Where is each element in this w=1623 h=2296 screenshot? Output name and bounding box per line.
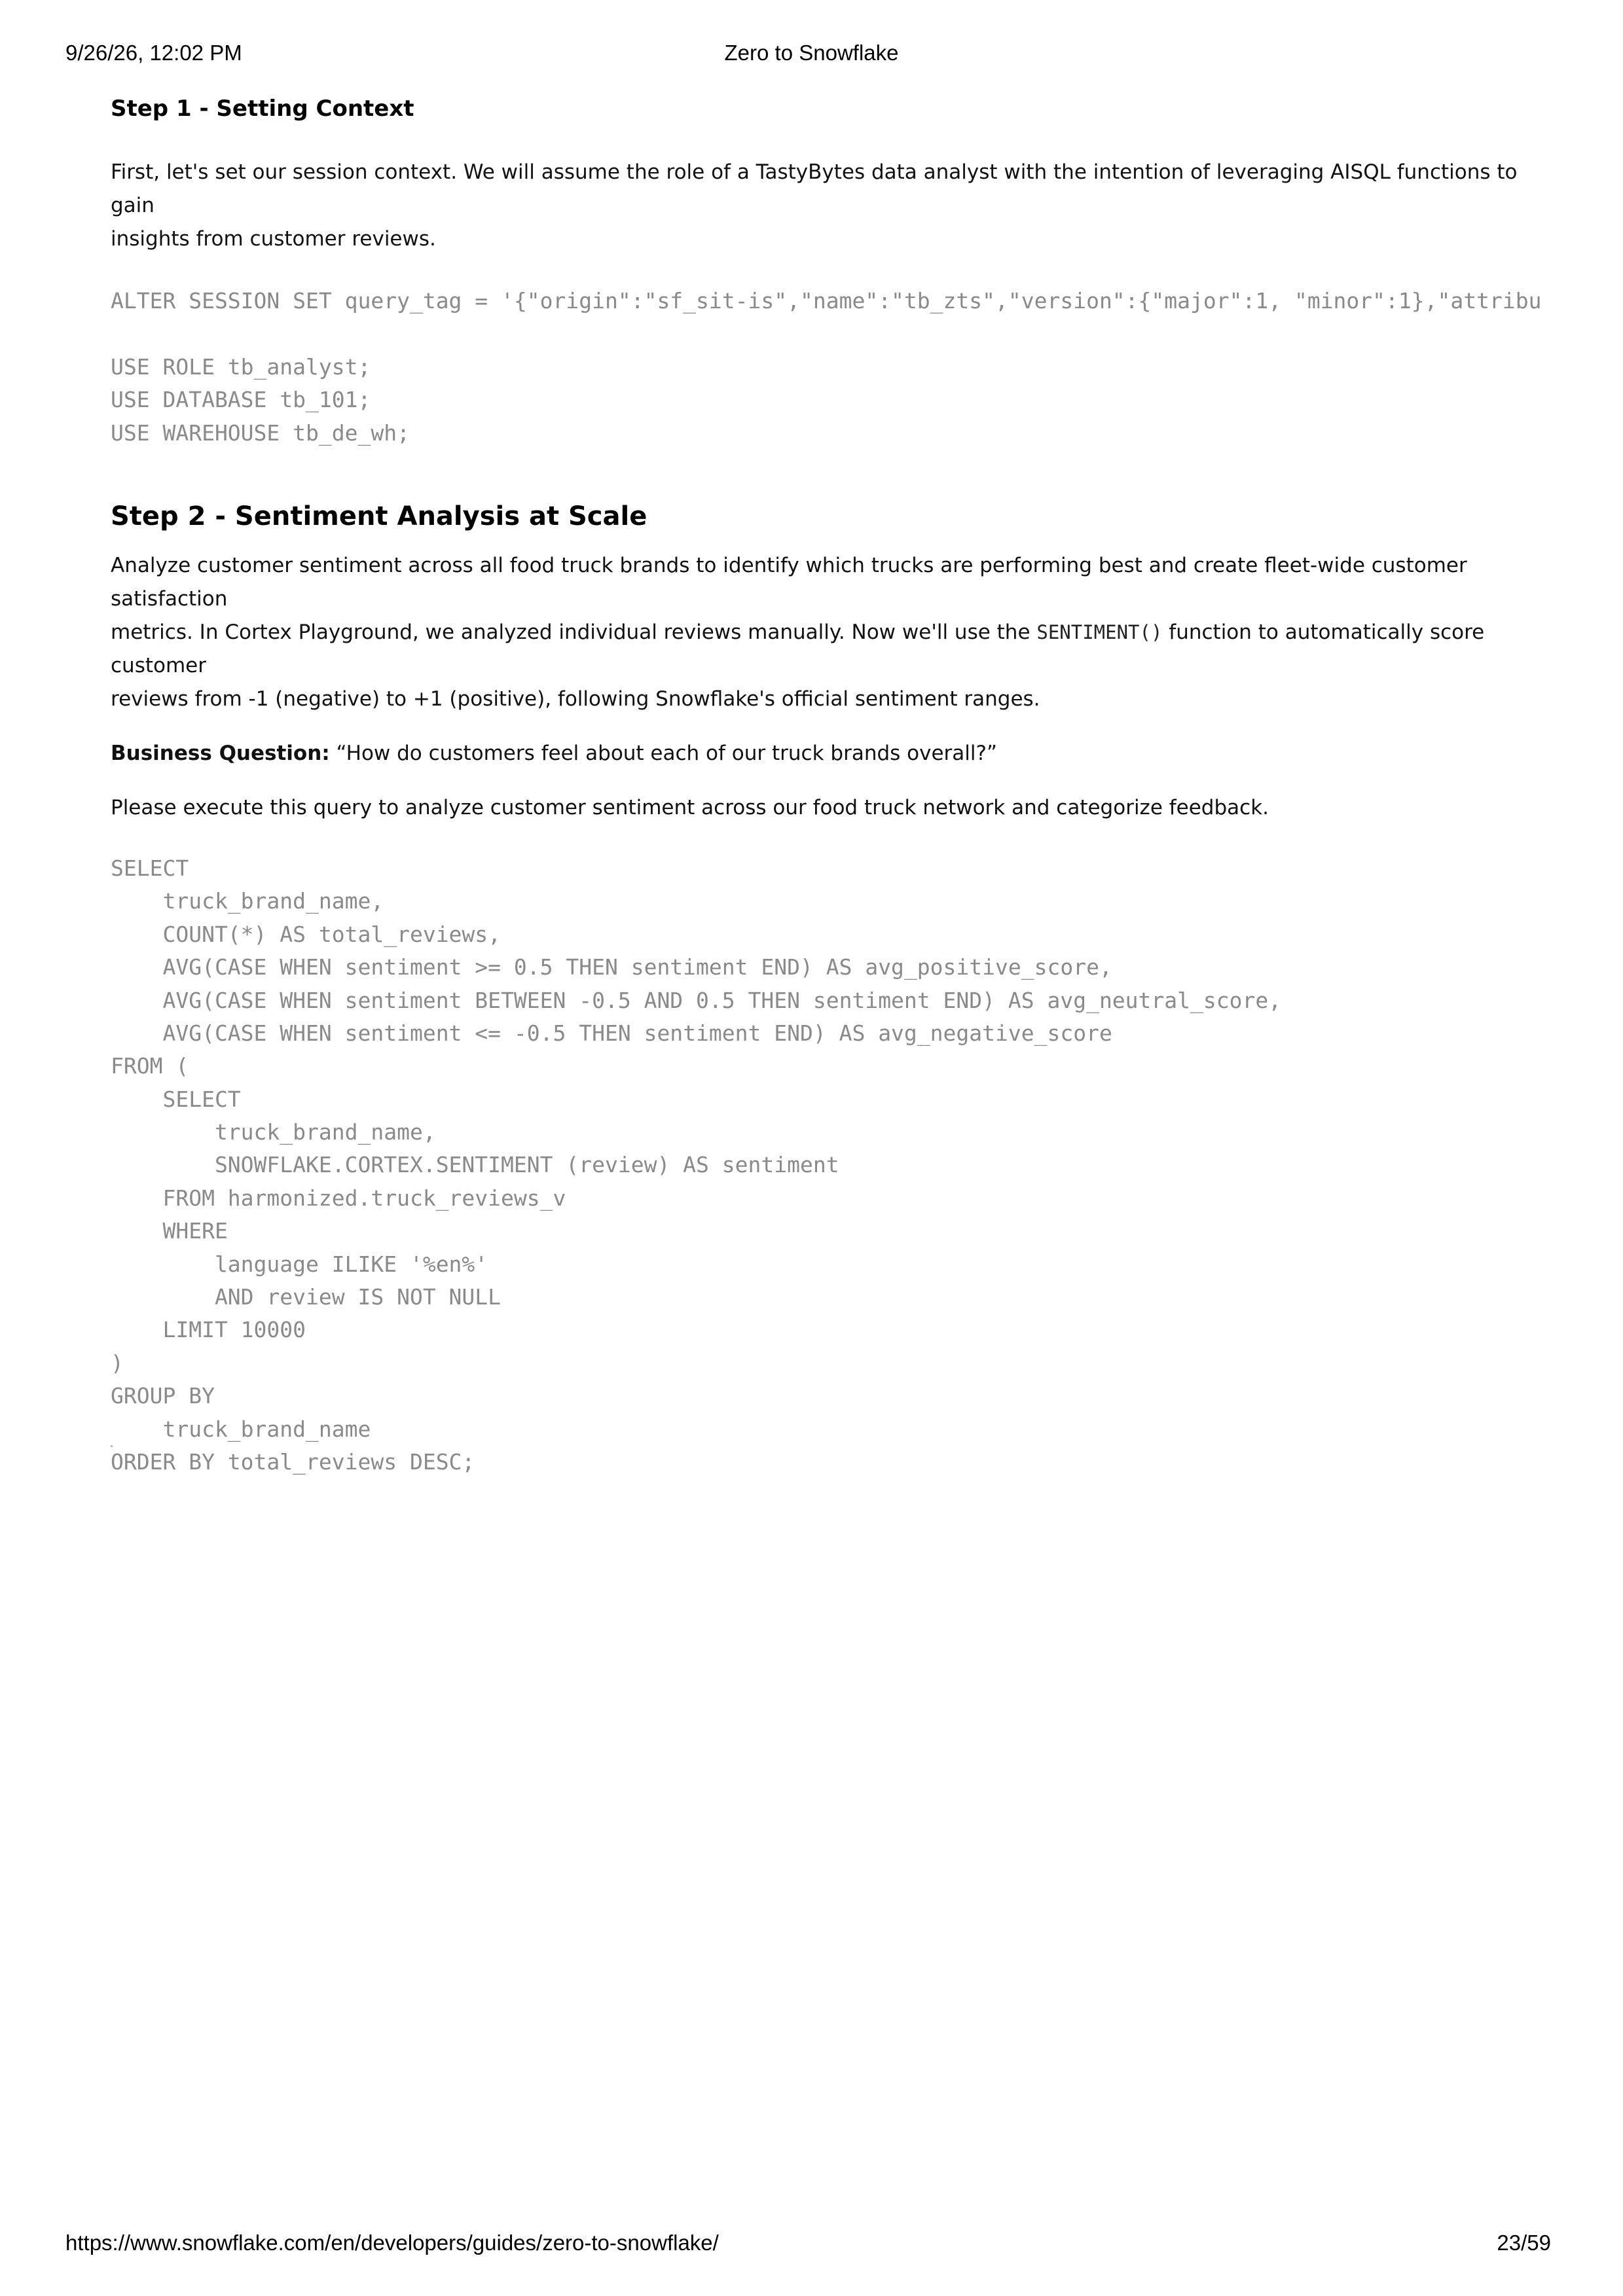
business-question-label: Business Question: [111, 741, 330, 765]
step2-code-line: AVG(CASE WHEN sentiment <= -0.5 THEN sentiment END) AS avg_negative_score [111, 1020, 1112, 1046]
step2-code-line: language ILIKE '%en%' [111, 1251, 488, 1277]
print-page-number: 23/59 [1497, 2231, 1551, 2255]
step2-desc-line1: Analyze customer sentiment across all food truck brands to identify which trucks are performing best and create fleet-wide customer satisfaction [111, 553, 1467, 611]
step2-code-line: COUNT(*) AS total_reviews, [111, 921, 501, 947]
step1-heading: Step 1 - Setting Context [111, 96, 414, 122]
execute-instruction: Please execute this query to analyze customer sentiment across our food truck network and categorize feedback. [111, 795, 1269, 819]
sentiment-inline-code: SENTIMENT() [1036, 620, 1163, 643]
step2-desc-line2-b: function to automatically score customer [111, 620, 1485, 677]
print-page-title: Zero to Snowflake [724, 41, 899, 65]
business-question-text: “How do customers feel about each of our truck brands overall?” [329, 741, 998, 765]
step1-code-line: USE ROLE tb_analyst; [111, 353, 371, 380]
print-url: https://www.snowflake.com/en/developers/guides/zero-to-snowflake/ [65, 2231, 719, 2255]
step2-code-block[interactable] [111, 852, 1551, 1479]
document-content [111, 92, 1551, 1479]
step2-code-line: LIMIT 10000 [111, 1317, 306, 1343]
step2-code-line: truck_brand_name [111, 1416, 371, 1442]
print-footer [0, 2231, 1623, 2259]
step1-intro-line1: First, let's set our session context. We will assume the role of a TastyBytes data analyst with the intention of leveraging AISQL functions to gain [111, 160, 1518, 217]
step2-code-line: truck_brand_name, [111, 888, 384, 914]
step2-code-line: truck_brand_name, [111, 1119, 436, 1145]
step2-code-line: SELECT [111, 855, 189, 881]
step1-code-block[interactable] [111, 285, 1551, 450]
print-header [0, 41, 1623, 69]
step1-intro-line2: insights from customer reviews. [111, 227, 436, 251]
stray-dot [111, 1445, 113, 1447]
step2-code-line: AND review IS NOT NULL [111, 1284, 501, 1310]
step1-intro [111, 156, 1551, 256]
step2-code-line: SELECT [111, 1086, 241, 1112]
step2-description [111, 549, 1551, 716]
step2-code-line: GROUP BY [111, 1383, 215, 1409]
step2-code-line: ORDER BY total_reviews DESC; [111, 1448, 475, 1475]
step2-code-line: FROM harmonized.truck_reviews_v [111, 1185, 566, 1211]
step2-heading: Step 2 - Sentiment Analysis at Scale [111, 501, 647, 531]
step2-code-line: AVG(CASE WHEN sentiment >= 0.5 THEN sentiment END) AS avg_positive_score, [111, 954, 1112, 980]
step2-desc-line2-a: metrics. In Cortex Playground, we analyzed individual reviews manually. Now we'll use the [111, 620, 1037, 644]
business-question [111, 737, 1551, 770]
step2-code-line: WHERE [111, 1218, 228, 1244]
step1-code-line: ALTER SESSION SET query_tag = '{"origin":"sf_sit-is","name":"tb_zts","version":{"major":1, "minor":1},"attribu [111, 288, 1542, 314]
step2-code-line: ) [111, 1350, 124, 1376]
step2-code-line: FROM ( [111, 1053, 189, 1079]
print-datetime: 9/26/26, 12:02 PM [65, 41, 242, 65]
step1-code-line: USE DATABASE tb_101; [111, 387, 371, 413]
step1-code-line [111, 317, 1551, 350]
step2-desc-line3: reviews from -1 (negative) to +1 (positive), following Snowflake's official sentiment ranges. [111, 687, 1040, 711]
step1-code-line: USE WAREHOUSE tb_de_wh; [111, 420, 410, 446]
step2-code-line: AVG(CASE WHEN sentiment BETWEEN -0.5 AND 0.5 THEN sentiment END) AS avg_neutral_score, [111, 987, 1282, 1013]
step2-code-line: SNOWFLAKE.CORTEX.SENTIMENT (review) AS sentiment [111, 1152, 839, 1178]
